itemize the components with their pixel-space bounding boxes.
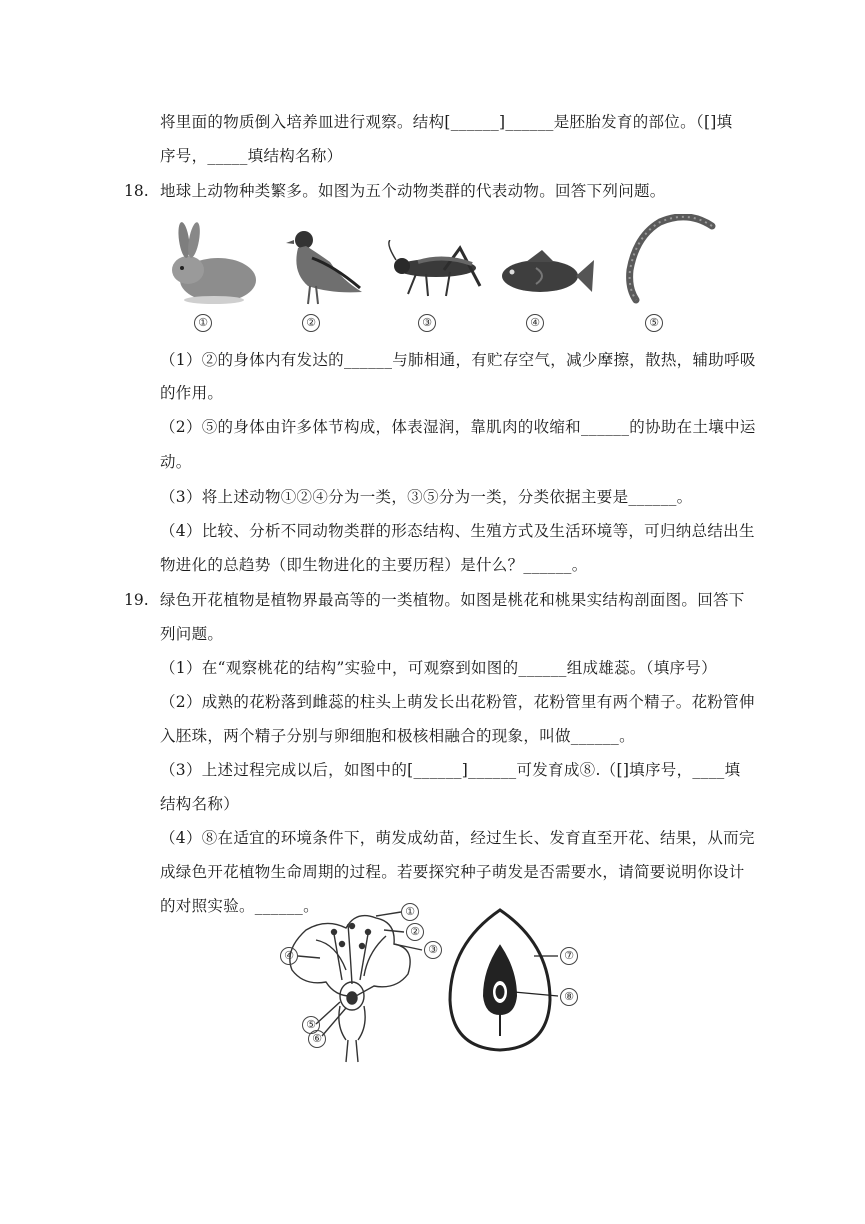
figure-label-1: ① [401,903,419,921]
q19-part1: （1）在“观察桃花的结构”实验中，可观察到如图的______组成雄蕊。（填序号） [160,659,717,677]
grasshopper-image [388,240,484,306]
q19-part3-line1: （3）上述过程完成以后，如图中的[______]______可发育成⑧.（[]填序号，____填 [160,761,741,779]
animal-label-5: ⑤ [645,314,663,332]
q19-number: 19. [124,591,149,609]
figure-label-4: ④ [280,947,298,965]
figure-label-6: ⑥ [308,1030,326,1048]
pigeon-image [282,222,366,308]
figure-label-7: ⑦ [560,947,578,965]
figure-label-8: ⑧ [560,988,578,1006]
animal-figure [160,218,720,336]
q17-text-line2: 序号，_____填结构名称） [160,147,343,165]
earthworm-image [618,214,718,306]
q18-part4-line1: （4）比较、分析不同动物类群的形态结构、生殖方式及生活环境等，可归纳总结出生 [160,522,755,540]
q19-stem-line1: 绿色开花植物是植物界最高等的一类植物。如图是桃花和桃果实结构剖面图。回答下 [160,591,745,609]
animal-label-3: ③ [418,314,436,332]
figure-label-3: ③ [424,941,442,959]
q18-part2-line1: （2）⑤的身体由许多体节构成，体表湿润，靠肌肉的收缩和______的协助在土壤中运 [160,418,756,436]
q18-part1-line1: （1）②的身体内有发达的______与肺相通，有贮存空气，减少摩擦，散热，辅助呼吸 [160,351,756,369]
q19-part2-line2: 入胚珠，两个精子分别与卵细胞和极核相融合的现象，叫做______。 [160,727,635,745]
q18-number: 18. [124,182,149,200]
q19-part4-line2: 成绿色开花植物生命周期的过程。若要探究种子萌发是否需要水，请简要说明你设计 [160,863,745,881]
q19-part2-line1: （2）成熟的花粉落到雌蕊的柱头上萌发长出花粉管，花粉管里有两个精子。花粉管伸 [160,693,755,711]
q17-text-line1: 将里面的物质倒入培养皿进行观察。结构[______]______是胚胎发育的部位。（[]填 [160,113,733,131]
animal-label-2: ② [302,314,320,332]
figure-label-2: ② [406,923,424,941]
q19-part4-line3: 的对照实验。______。 [160,897,319,915]
rabbit-image [166,218,262,308]
animal-label-1: ① [194,314,212,332]
q19-part4-line1: （4）⑧在适宜的环境条件下，萌发成幼苗，经过生长、发育直至开花、结果，从而完 [160,829,755,847]
q18-part1-line2: 的作用。 [160,384,224,402]
q18-stem: 地球上动物种类繁多。如图为五个动物类群的代表动物。回答下列问题。 [160,182,666,200]
q18-part3: （3）将上述动物①②④分为一类，③⑤分为一类，分类依据主要是______。 [160,488,693,506]
q19-part3-line2: 结构名称） [160,795,240,813]
animal-label-4: ④ [526,314,544,332]
fish-image [496,246,596,302]
figure-label-5: ⑤ [302,1016,320,1034]
q18-part2-line2: 动。 [160,453,192,471]
q18-part4-line2: 物进化的总趋势（即生物进化的主要历程）是什么？______。 [160,556,588,574]
flower-fruit-figure [276,900,596,1065]
q19-stem-line2: 列问题。 [160,625,224,643]
